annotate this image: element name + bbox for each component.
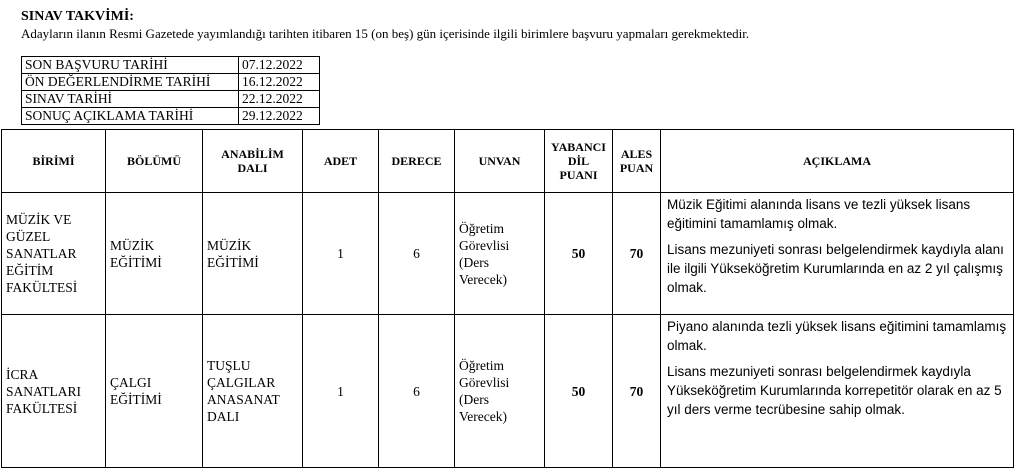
requirement-paragraph: Lisans mezuniyeti sonrası belgelendirmek kaydıyla Yükseköğretim Kurumlarında korrepetitör olarak en az 5 yıl ders verme tecrübesine sahip olmak. (667, 364, 1002, 417)
schedule-intro: Adayların ilanın Resmi Gazetede yayımlandığı tarihten itibaren 15 (on beş) gün içerisinde ilgili birimlere başvuru yapmaları gerekmektedir. (21, 26, 750, 41)
header-aciklama: AÇIKLAMA (661, 130, 1014, 193)
table-header-row (2, 130, 1014, 193)
cell-derece: 6 (379, 315, 455, 468)
header-unvan: UNVAN (455, 130, 545, 193)
date-row (22, 108, 320, 125)
cell-anabilim: MÜZİK EĞİTİMİ (203, 193, 303, 315)
date-value: 22.12.2022 (239, 91, 320, 108)
header-derece: DERECE (379, 130, 455, 193)
cell-adet: 1 (303, 193, 379, 315)
cell-aciklama (661, 315, 1014, 468)
header-bolum: BÖLÜMÜ (106, 130, 203, 193)
requirement-paragraph: Piyano alanında tezli yüksek lisans eğitimini tamamlamış olmak. (667, 319, 1007, 353)
cell-birim: İCRA SANATLARI FAKÜLTESİ (2, 315, 106, 468)
header-adet: ADET (303, 130, 379, 193)
cell-birim: MÜZİK VE GÜZEL SANATLAR EĞİTİM FAKÜLTESİ (2, 193, 106, 315)
schedule-title: SINAV TAKVİMİ: (21, 9, 134, 24)
table-row (2, 193, 1014, 315)
date-value: 29.12.2022 (239, 108, 320, 125)
date-row (22, 74, 320, 91)
cell-aciklama (661, 193, 1014, 315)
cell-bolum: ÇALGI EĞİTİMİ (106, 315, 203, 468)
date-label: SONUÇ AÇIKLAMA TARİHİ (22, 108, 239, 125)
table-row (2, 315, 1014, 468)
requirement-paragraph: Lisans mezuniyeti sonrası belgelendirmek kaydıyla alanı ile ilgili Yükseköğretim Kurumlarında en az 2 yıl çalışmış olmak. (667, 242, 1004, 295)
date-value: 07.12.2022 (239, 57, 320, 74)
cell-derece: 6 (379, 193, 455, 315)
header-ales: ALES PUAN (613, 130, 661, 193)
date-label: SINAV TARİHİ (22, 91, 239, 108)
cell-yabanci-dil: 50 (545, 315, 613, 468)
cell-yabanci-dil: 50 (545, 193, 613, 315)
date-label: SON BAŞVURU TARİHİ (22, 57, 239, 74)
cell-unvan: Öğretim Görevlisi (Ders Verecek) (455, 193, 545, 315)
header-anabilim: ANABİLİM DALI (203, 130, 303, 193)
cell-adet: 1 (303, 315, 379, 468)
date-value: 16.12.2022 (239, 74, 320, 91)
date-row (22, 57, 320, 74)
cell-unvan: Öğretim Görevlisi (Ders Verecek) (455, 315, 545, 468)
date-row (22, 91, 320, 108)
date-label: ÖN DEĞERLENDİRME TARİHİ (22, 74, 239, 91)
cell-anabilim: TUŞLU ÇALGILAR ANASANAT DALI (203, 315, 303, 468)
header-yabanci-dil: YABANCI DİL PUANI (545, 130, 613, 193)
header-birim: BİRİMİ (2, 130, 106, 193)
date-table (21, 56, 320, 125)
requirement-paragraph: Müzik Eğitimi alanında lisans ve tezli yüksek lisans eğitimini tamamlamış olmak. (667, 197, 971, 231)
cell-ales: 70 (613, 315, 661, 468)
cell-bolum: MÜZİK EĞİTİMİ (106, 193, 203, 315)
positions-table (1, 129, 1014, 468)
cell-ales: 70 (613, 193, 661, 315)
